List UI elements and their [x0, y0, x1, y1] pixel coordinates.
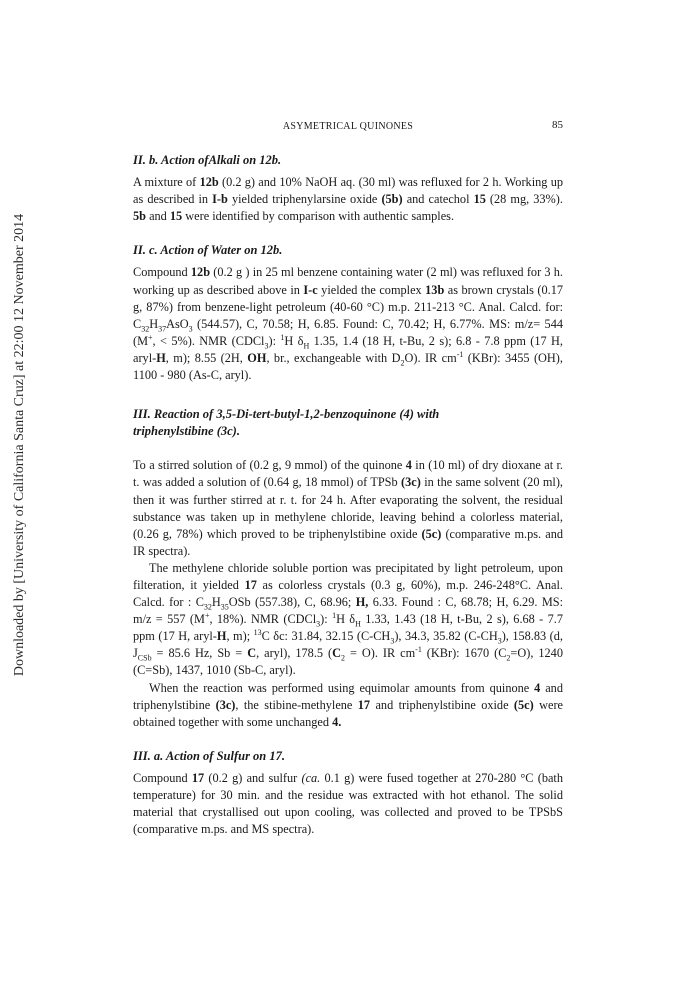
section-heading: II. c. Action of Water on 12b. — [133, 243, 283, 258]
section-heading — [133, 406, 563, 440]
paragraph: Compound 12b (0.2 g ) in 25 ml benzene containing water (2 ml) was refluxed for 3 h. working up as described above in I-c yielded the complex 13b as brown crystals (0.17 g, 87%) from benzene-light petroleum (40-60 °C) m.p. 211-213 °C. Anal. Calcd. for: $C_{32}H_{37}AsO_3$ (544.57), C, 70.58; H, 6.85. Found: C, 70.42; H, 6.77%. MS: m/z= 544 (M+, < 5%). NMR (CDCl$_3$): $^1$H $\delta_H$ 1.35, 1.4 (18 H, t-Bu, 2 s); 6.8 - 7.8 ppm (17 H, aryl-H, m); 8.55 (2H, OH, br., exchangeable with $D_2O$). IR $cm^{-1}$ (KBr): 3455 (OH), 1100 - 980 (As-C, aryl). — [133, 265, 564, 383]
section-heading: III. a. Action of Sulfur on 17. — [133, 748, 286, 763]
section-reaction-with-triphenylstibine — [133, 406, 563, 731]
section-action-of-water — [133, 242, 563, 384]
paragraph: The methylene chloride soluble portion was precipitated by light petroleum, upon filteration, it yielded 17 as colorless crystals (0.3 g, 60%), m.p. 246-248°C. Anal. Calcd. for : $C_{32}H_{35}OSb$ (557.38), C, 68.96; H, 6.33. Found : C, 68.78; H, 6.29. MS: m/z = 557 (M+, 18%). NMR (CDCl$_3$): $^1$H $\delta_H$ 1.33, 1.43 (18 H, t-Bu, 2 s), 6.68 - 7.7 ppm (17 H, aryl-H, m); $^{13}$C δc: 31.84, 32.15 $(C-CH_3)$, 34.3, 35.82 $(C-CH_3)$, 158.83 (d, $J_{CSb} = 85.6$ Hz, Sb = C, aryl), 178.5 $(C_2 = O)$. IR $cm^{-1}$ (KBr): 1670 $(C_2=O)$, 1240 (C=Sb), 1437, 1010 (Sb-C, aryl). — [133, 560, 564, 678]
page-number: 85 — [552, 119, 563, 131]
running-header — [133, 115, 563, 132]
download-notice: Downloaded by [University of California Santa Cruz] at 22:00 12 November 2014 — [12, 213, 27, 677]
section-action-of-alkali — [133, 152, 563, 225]
paragraph: To a stirred solution of (0.2 g, 9 mmol) of the quinone 4 in (10 ml) of dry dioxane at r. t. was added a solution of (0.64 g, 18 mmol) of TPSb (3c) in the same solvent (20 ml), then it was further stirred at r. t. for 24 h. After evaporating the solvent, the residual substance was taken up in methylene chloride, leaving behind a colorless material, (0.26 g, 78%) which proved to be triphenylstibine oxide (5c) (comparative m.ps. and IR spectra). — [133, 458, 563, 558]
paragraph: Compound 17 (0.2 g) and sulfur (ca. 0.1 g) were fused together at 270-280 °C (bath temperature) for 30 min. and the residue was extracted with hot ethanol. The solid material that crystallised out upon cooling, was collected and proved to be TPSbS (comparative m.ps. and MS spectra). — [133, 770, 563, 837]
paragraph: A mixture of 12b (0.2 g) and 10% NaOH aq. (30 ml) was refluxed for 2 h. Working up as described in I-b yielded triphenylarsine oxide (5b) and catechol 15 (28 mg, 33%). 5b and 15 were identified by comparison with authentic samples. — [133, 175, 563, 224]
running-title: ASYMETRICAL QUINONES — [282, 121, 414, 132]
download-watermark — [0, 0, 40, 1008]
heading-line: triphenylstibine (3c). — [133, 424, 240, 439]
heading-line: III. Reaction of 3,5-Di-tert-butyl-1,2-benzoquinone (4) with — [133, 407, 440, 422]
paragraph: When the reaction was performed using equimolar amounts from quinone 4 and triphenylstibine (3c), the stibine-methylene 17 and triphenylstibine oxide (5c) were obtained together with some unchanged 4. — [133, 680, 564, 729]
section-heading: II. b. Action ofAlkali on 12b. — [133, 153, 282, 167]
paper-page — [133, 115, 563, 838]
section-action-of-sulfur — [133, 748, 563, 838]
